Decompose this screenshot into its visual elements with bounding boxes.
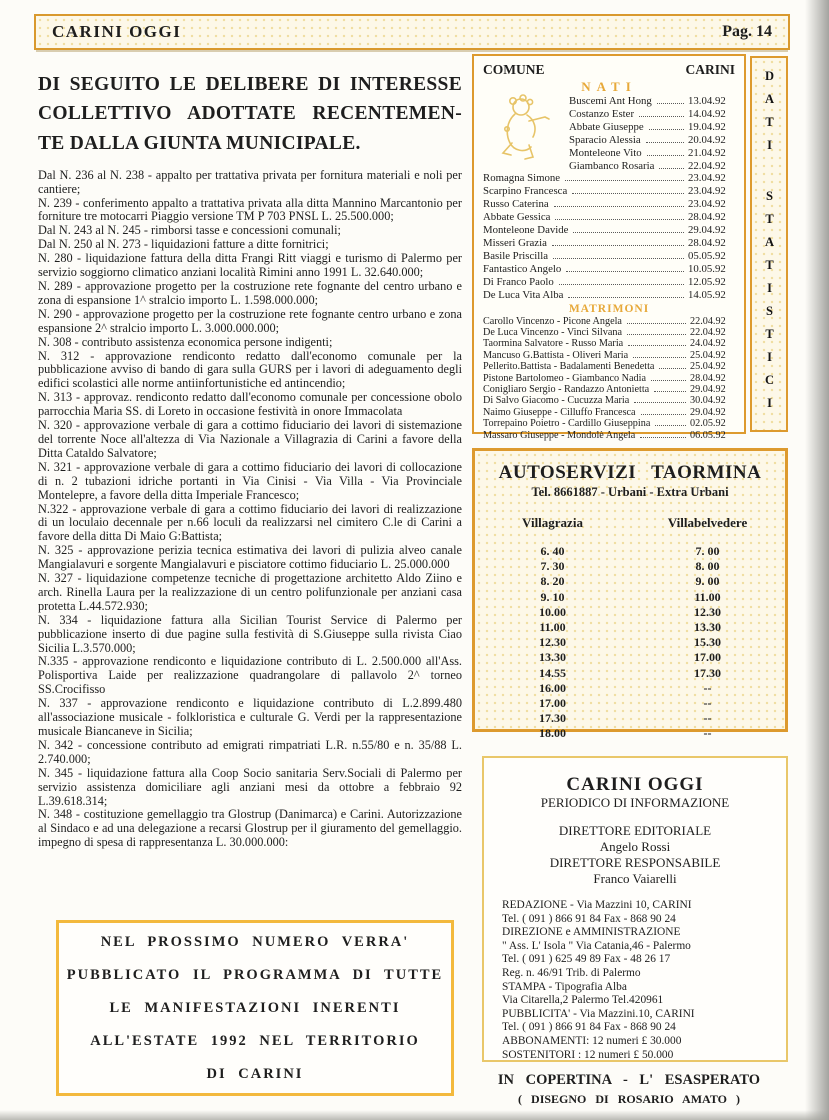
marriage-date: 28.04.92 xyxy=(690,372,726,384)
dotted-leader xyxy=(566,271,684,272)
colophon-detail-line: ABBONAMENTI: 12 numeri £ 30.000 xyxy=(502,1034,682,1047)
couple-names: Taormina Salvatore - Russo Maria xyxy=(483,338,624,350)
scan-edge-bottom xyxy=(0,1110,829,1120)
person-name: Scarpino Francesca xyxy=(483,185,568,198)
article-paragraph: N. 290 - approvazione progetto per la costruzione rete fognante centro urbano e zona espansione 2^ stralcio importo L. 3.000.000.000; xyxy=(38,306,462,335)
article-paragraph: N. 320 - approvazione verbale di gara a cottimo fiduciario dei lavori di sistemazione del torrente Noce all'altezza di Via Nazionale a Villagrazia di Carini a favore della Ditta Cataldo Salvatore; xyxy=(38,418,462,460)
bus-time-villabelvedere: 9. 00 xyxy=(695,574,720,589)
matrimoni-row xyxy=(483,327,735,338)
nati-row xyxy=(569,121,735,134)
dotted-leader xyxy=(649,129,684,130)
bus-time-villabelvedere: 11.00 xyxy=(694,589,721,604)
dotted-leader xyxy=(634,402,686,403)
births-heading: NATI xyxy=(581,79,637,94)
person-date: 10.05.92 xyxy=(688,262,726,275)
colophon-details xyxy=(484,899,786,1062)
person-date: 14.04.92 xyxy=(688,107,726,120)
dotted-leader xyxy=(657,103,684,104)
couple-names: Mancuso G.Battista - Oliveri Maria xyxy=(483,349,629,361)
person-name: Basile Priscilla xyxy=(483,249,549,262)
dotted-leader xyxy=(573,232,684,233)
person-name: Romagna Simone xyxy=(483,172,561,185)
dotted-leader xyxy=(639,116,684,117)
page-header xyxy=(34,14,790,50)
cover-note xyxy=(470,1072,788,1107)
colophon-detail-line: SOSTENITORI : 12 numeri £ 50.000 xyxy=(502,1048,674,1061)
nati-row xyxy=(483,198,735,211)
couple-names: De Luca Vincenzo - Vinci Silvana xyxy=(483,326,622,338)
carini-label: CARINI xyxy=(685,62,735,77)
matrimoni-row xyxy=(483,350,735,361)
bus-time-villabelvedere: 13.30 xyxy=(694,620,721,635)
dotted-leader xyxy=(659,368,686,369)
matrimoni-row xyxy=(483,407,735,418)
bus-row xyxy=(475,559,785,574)
dotted-leader xyxy=(552,245,684,246)
colophon-detail-line: Tel. ( 091 ) 866 91 84 Fax - 868 90 24 xyxy=(502,1021,676,1034)
colophon-staff-line: Franco Vaiarelli xyxy=(593,871,677,886)
dotted-leader xyxy=(659,168,684,169)
dotted-leader xyxy=(641,414,686,415)
bus-time-villagrazia: 6. 40 xyxy=(540,544,565,558)
bus-time-villabelvedere: 17.00 xyxy=(694,650,721,665)
person-date: 14.05.92 xyxy=(688,288,726,301)
bus-time-villagrazia: 14.55 xyxy=(539,665,566,680)
births-list xyxy=(483,95,735,302)
bus-row xyxy=(475,696,785,711)
couple-names: Pistone Bartolomeo - Giambanco Nadia xyxy=(483,372,646,384)
bus-times-table xyxy=(475,544,785,742)
nati-row xyxy=(483,250,735,263)
scan-edge-right xyxy=(805,0,829,1120)
bus-row xyxy=(475,544,785,559)
person-date: 20.04.92 xyxy=(688,133,726,146)
dotted-leader xyxy=(554,206,684,207)
bus-time-villagrazia: 17.30 xyxy=(539,711,566,726)
vertical-word-dati: DATI xyxy=(762,69,777,161)
bus-time-villagrazia: 7. 30 xyxy=(540,559,565,574)
person-name: Buscemi Ant Hong xyxy=(569,95,652,107)
colophon-staff-line: DIRETTORE RESPONSABILE xyxy=(549,855,721,870)
nati-row xyxy=(483,263,735,276)
article-paragraph: N. 289 - approvazione progetto per la costruzione rete fognante del centro urbano e zona di espansione 1^ stralcio importo L. 1.598.000.000; xyxy=(38,279,462,307)
bus-row xyxy=(475,590,785,605)
nati-row xyxy=(569,147,735,160)
bus-col-villabelvedere: Villabelvedere xyxy=(667,515,748,530)
bus-phone-line: Tel. 8661887 - Urbani - Extra Urbani xyxy=(531,485,729,499)
article-paragraph: N. 313 - approvaz. rendiconto redatto dall'economo comunale per concessione obolo parrocchia Maria SS. di Loreto in occasione festività in onore Immacolata xyxy=(38,390,462,419)
colophon-detail-line: Via Citarella,2 Palermo Tel.420961 xyxy=(502,994,664,1007)
dotted-leader xyxy=(647,155,684,156)
bus-row xyxy=(475,726,785,741)
announcement-line: PUBBLICATO IL PROGRAMMA DI TUTTE xyxy=(66,966,444,983)
colophon-detail-line: Tel. ( 091 ) 625 49 89 Fax - 48 26 17 xyxy=(502,953,671,966)
dotted-leader xyxy=(646,142,684,143)
baby-icon xyxy=(483,95,569,163)
colophon-staff xyxy=(484,823,786,887)
bus-time-villagrazia: 17.00 xyxy=(539,696,566,711)
bus-row xyxy=(475,711,785,726)
article-paragraph: N.335 - approvazione rendiconto e liquidazione contributo di L. 2.500.000 all'Ass. Polisportiva Laide per realizzazione quadrangolare di pallavolo 2^ torneo SS.Crocifisso xyxy=(38,654,462,697)
dotted-leader xyxy=(627,323,686,324)
person-date: 23.04.92 xyxy=(688,172,726,185)
colophon-subtitle: PERIODICO DI INFORMAZIONE xyxy=(540,795,730,810)
registry-header xyxy=(483,61,735,78)
matrimoni-row xyxy=(483,338,735,349)
person-date: 28.04.92 xyxy=(688,236,726,249)
person-name: Monteleone Davide xyxy=(483,224,569,237)
vertical-word-statistici: STATISTICI xyxy=(762,189,777,419)
dotted-leader xyxy=(655,425,686,426)
article-paragraph: Dal N. 236 al N. 238 - appalto per trattativa privata per fornitura materiali e noli per cantiere; xyxy=(38,167,462,196)
bus-time-villagrazia: 12.30 xyxy=(539,635,566,650)
nati-row xyxy=(569,160,735,173)
bus-company-title: AUTOSERVIZI TAORMINA xyxy=(498,462,762,483)
colophon-box xyxy=(482,756,788,1062)
person-name: De Luca Vita Alba xyxy=(483,288,564,301)
bus-time-villagrazia: 13.30 xyxy=(539,650,566,665)
marriages-rows xyxy=(483,316,735,441)
person-date: 23.04.92 xyxy=(688,198,726,211)
nati-row xyxy=(569,95,735,108)
marriage-date: 24.04.92 xyxy=(690,338,726,350)
bus-time-villabelvedere: 7. 00 xyxy=(695,544,720,558)
marriage-date: 29.04.92 xyxy=(690,383,726,395)
person-name: Russo Caterina xyxy=(483,198,549,211)
colophon-title: CARINI OGGI xyxy=(566,774,704,795)
colophon-detail-line: DIREZIONE e AMMINISTRAZIONE xyxy=(502,926,681,939)
bus-time-villabelvedere: 12.30 xyxy=(694,604,721,619)
matrimoni-row xyxy=(483,395,735,406)
bus-time-villagrazia: 10.00 xyxy=(539,604,566,619)
nati-row xyxy=(483,289,735,302)
person-date: 12.05.92 xyxy=(688,275,726,288)
bus-column-headers xyxy=(475,515,785,531)
nati-row xyxy=(483,172,735,185)
article-body xyxy=(38,169,462,850)
marriages-heading: MATRIMONI xyxy=(568,302,650,315)
couple-names: Pellerito.Battista - Badalamenti Benedetta xyxy=(483,361,655,373)
bus-row xyxy=(475,605,785,620)
announcement-box xyxy=(56,920,454,1096)
dotted-leader xyxy=(640,437,686,438)
person-name: Abbate Gessica xyxy=(483,211,551,224)
couple-names: Massaro Giuseppe - Mondolè Angela xyxy=(483,429,636,441)
announcement-line: ALL'ESTATE 1992 NEL TERRITORIO xyxy=(90,1032,420,1049)
dotted-leader xyxy=(559,284,684,285)
marriage-date: 22.04.92 xyxy=(690,326,726,338)
deliberations-article xyxy=(38,70,462,850)
article-paragraph: N. 321 - approvazione verbale di gara a cottimo fiduciario dei lavori di collocazione di n. 2 tubazioni idriche portanti in Via Cinisi - Via Villa - Via Provinciale Montelepre, a favore della ditta Imperiale Francesco; xyxy=(38,459,462,502)
bus-row xyxy=(475,681,785,696)
bus-time-villagrazia: 9. 10 xyxy=(540,589,565,604)
civil-registry-box xyxy=(472,54,746,441)
nati-row xyxy=(569,108,735,121)
bus-time-villagrazia: 11.00 xyxy=(539,620,566,635)
dotted-leader xyxy=(568,297,684,298)
person-date: 19.04.92 xyxy=(688,120,726,133)
comune-label: COMUNE xyxy=(483,62,545,77)
bus-time-villagrazia: 16.00 xyxy=(539,680,566,695)
colophon-detail-line: Tel. ( 091 ) 866 91 84 Fax - 868 90 24 xyxy=(502,912,676,925)
bus-time-villabelvedere: 17.30 xyxy=(694,665,721,680)
nati-row xyxy=(483,276,735,289)
marriage-date: 25.04.92 xyxy=(690,349,726,361)
matrimoni-row xyxy=(483,430,735,441)
bus-row xyxy=(475,574,785,589)
marriage-date: 06.05.92 xyxy=(690,429,726,441)
nati-row xyxy=(483,237,735,250)
person-name: Monteleone Vito xyxy=(569,146,642,159)
article-paragraph: Dal N. 250 al N. 273 - liquidazioni fatture a ditte fornitrici; xyxy=(38,237,329,252)
person-name: Fantastico Angelo xyxy=(483,262,562,275)
bus-time-villabelvedere: -- xyxy=(703,680,712,695)
matrimoni-row xyxy=(483,316,735,327)
person-date: 29.04.92 xyxy=(688,224,726,237)
announcement-line: NEL PROSSIMO NUMERO VERRA' xyxy=(100,933,410,950)
person-name: Abbate Giuseppe xyxy=(569,120,644,133)
vertical-label-strip xyxy=(750,56,788,432)
article-paragraph: N. 325 - approvazione perizia tecnica estimativa dei lavori di pulizia alveo canale Mangialavuri e sorgente Mangialavuri e pisciatore cottimo fiduciario L. 25.000.000 xyxy=(38,543,462,572)
dotted-leader xyxy=(627,334,686,335)
bus-row xyxy=(475,620,785,635)
bus-schedule-box xyxy=(472,448,788,741)
colophon-detail-line: " Ass. L' Isola " Via Catania,46 - Palermo xyxy=(502,939,691,952)
dotted-leader xyxy=(572,193,684,194)
person-name: Di Franco Paolo xyxy=(483,275,554,288)
person-name: Sparacio Alessia xyxy=(569,133,641,146)
dotted-leader xyxy=(553,258,684,259)
person-date: 05.05.92 xyxy=(688,249,726,262)
colophon-detail-line: Reg. n. 46/91 Trib. di Palermo xyxy=(502,966,641,979)
bus-row xyxy=(475,635,785,650)
dotted-leader xyxy=(565,180,684,181)
nati-row xyxy=(483,185,735,198)
couple-names: Torrepaino Poietro - Cardillo Giuseppina xyxy=(483,418,651,430)
bus-time-villagrazia: 8. 20 xyxy=(540,574,565,589)
announcement-line: LE MANIFESTAZIONI INERENTI xyxy=(109,999,401,1016)
matrimoni-row xyxy=(483,418,735,429)
article-paragraph: N. 327 - liquidazione competenze tecniche di progettazione architetto Aldo Ziino e arch. Rinella Laura per la realizzazione di un centro polifunzionale per anziani casa protetta L.44.572.930; xyxy=(38,571,462,613)
couple-names: Conigliaro Sergio - Randazzo Antonietta xyxy=(483,383,650,395)
bus-time-villabelvedere: 8. 00 xyxy=(695,559,720,574)
bus-time-villabelvedere: -- xyxy=(703,711,712,726)
person-name: Misseri Grazia xyxy=(483,236,547,249)
person-name: Costanzo Ester xyxy=(569,107,635,120)
article-paragraph: N. 348 - costituzione gemellaggio tra Glostrup (Danimarca) e Carini. Autorizzazione al Sindaco e ad una delegazione a recarsi Glostrup per il giuramento del gemellaggio. impegno di spesa di rappresentanza L. 30.000.000: xyxy=(38,807,462,850)
cover-note-line1: IN COPERTINA - L' ESASPERATO xyxy=(497,1072,761,1088)
article-paragraph: N. 345 - liquidazione fattura alla Coop Socio sanitaria Serv.Sociali di Palermo per servizio assistenza domiciliare agli anziani mesi da ottobre a febbraio 92 L.39.618.314; xyxy=(38,765,462,808)
bus-row xyxy=(475,666,785,681)
marriage-date: 29.04.92 xyxy=(690,406,726,418)
colophon-staff-line: Angelo Rossi xyxy=(599,839,671,854)
colophon-detail-line: REDAZIONE - Via Mazzini 10, CARINI xyxy=(502,899,692,911)
cover-note-line2: ( DISEGNO DI ROSARIO AMATO ) xyxy=(518,1092,740,1106)
article-paragraph: N. 342 - concessione contributo ad emigrati rimpatriati L.R. n.55/80 e n. 35/88 L. 2.740.000; xyxy=(38,737,462,766)
article-title-line: TE DALLA GIUNTA MUNICIPALE. xyxy=(38,132,361,154)
person-date: 23.04.92 xyxy=(688,185,726,198)
article-paragraph: N. 308 - contributo assistenza economica persone indigenti; xyxy=(38,334,333,349)
nati-row xyxy=(483,224,735,237)
dotted-leader xyxy=(633,357,686,358)
dotted-leader xyxy=(654,391,686,392)
article-title xyxy=(38,70,462,158)
dotted-leader xyxy=(628,345,686,346)
article-title-line: DI SEGUITO LE DELIBERE DI INTERESSE xyxy=(38,74,462,95)
announcement-line: DI CARINI xyxy=(206,1065,304,1082)
dotted-leader xyxy=(555,219,684,220)
bus-time-villabelvedere: 15.30 xyxy=(694,635,721,650)
article-paragraph: N. 334 - liquidazione fattura alla Sicilian Tourist Service di Palermo per pubblicazione inserto di due pagine sulla festività di S.Giuseppe sulla rivista Ciao Sicilia L.3.570.000; xyxy=(38,612,462,655)
person-date: 22.04.92 xyxy=(688,159,726,172)
colophon-detail-line: PUBBLICITA' - Via Mazzini.10, CARINI xyxy=(502,1007,695,1020)
masthead-title: CARINI OGGI xyxy=(52,22,182,41)
couple-names: Carollo Vincenzo - Picone Angela xyxy=(483,315,622,327)
article-paragraph: N. 239 - conferimento appalto a trattativa privata alla ditta Mannino Marcantonio per forniture tre motocarri Piaggio versione TM P 703 PNSL L. 25.500.000; xyxy=(38,195,462,224)
person-date: 13.04.92 xyxy=(688,95,726,107)
matrimoni-row xyxy=(483,373,735,384)
person-name: Giambanco Rosaria xyxy=(569,159,655,172)
page-number: Pag. 14 xyxy=(722,23,772,40)
couple-names: Naimo Giuseppe - Cilluffo Francesca xyxy=(483,406,636,418)
bus-time-villabelvedere: -- xyxy=(703,696,712,711)
article-paragraph: N. 312 - approvazione rendiconto redatto dall'economo comunale per la pubblicazione avviso di bando di gara sulla GURS per i lavori di adeguamento degli edifici scolastici alle norme antiinfortunistiche ed antincendio; xyxy=(38,348,462,391)
dotted-leader xyxy=(651,380,686,381)
article-paragraph: N.322 - approvazione verbale di gara a cottimo fiduciario dei lavori di realizzazione di un loculaio decennale per n.66 loculi da realizzarsi nel cimitero C.le di Carini a favore della ditta Di Maio G:Battista; xyxy=(38,501,462,544)
bus-col-villagrazia: Villagrazia xyxy=(522,515,583,530)
colophon-staff-line: DIRETTORE EDITORIALE xyxy=(558,823,712,838)
matrimoni-row xyxy=(483,384,735,395)
article-paragraph: N. 280 - liquidazione fattura della ditta Frangi Ritt viaggi e turismo di Palermo per servizio soggiorno climatico anziani località Rimini anno 1991 L. 32.640.000; xyxy=(38,251,462,280)
bus-time-villagrazia: 18.00 xyxy=(539,726,566,741)
nati-row xyxy=(483,211,735,224)
marriage-date: 22.04.92 xyxy=(690,315,726,327)
colophon-detail-line: STAMPA - Tipografia Alba xyxy=(502,980,627,993)
bus-row xyxy=(475,650,785,665)
nati-row xyxy=(569,134,735,147)
person-date: 28.04.92 xyxy=(688,211,726,224)
article-paragraph: Dal N. 243 al N. 245 - rimborsi tasse e concessioni comunali; xyxy=(38,223,341,238)
couple-names: Di Salvo Giacomo - Cucuzza Maria xyxy=(483,395,630,407)
marriage-date: 25.04.92 xyxy=(690,361,726,373)
marriage-date: 02.05.92 xyxy=(690,418,726,430)
article-paragraph: N. 337 - approvazione rendiconto e liquidazione contributo di L.2.899.480 all'associazione musicale - folkloristica e culturale G. Verdi per la rappresentazione musicale Biancaneve in Sicilia; xyxy=(38,696,462,738)
article-title-line: COLLETTIVO ADOTTATE RECENTEMEN- xyxy=(38,103,462,125)
person-date: 21.04.92 xyxy=(688,146,726,159)
bus-time-villabelvedere: -- xyxy=(703,726,712,741)
matrimoni-row xyxy=(483,361,735,372)
marriage-date: 30.04.92 xyxy=(690,395,726,407)
